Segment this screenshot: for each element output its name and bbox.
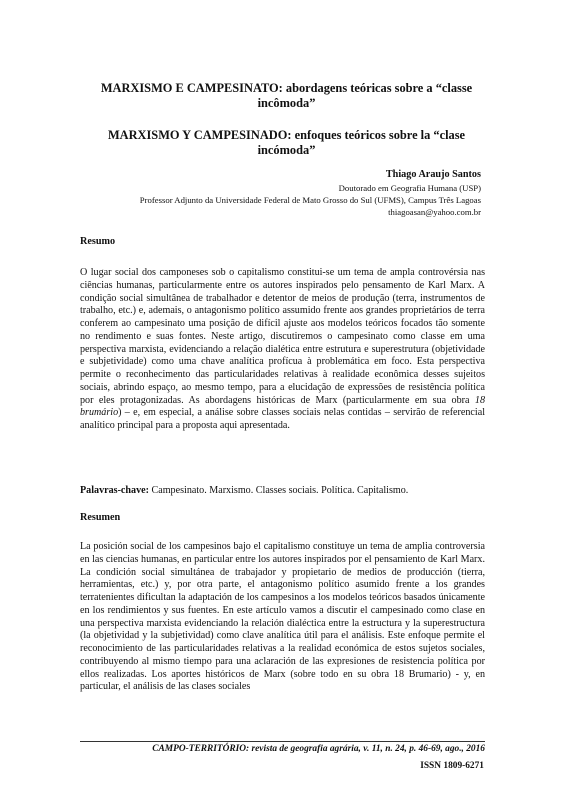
author-position: Professor Adjunto da Universidade Federal de Mato Grosso do Sul (UFMS), Campus Três Lagoas [139, 195, 481, 205]
resumen-paragraph: La posición social de los campesinos bajo el capitalismo constituye un tema de amplia controversia en las ciencias humanas, en particular entre los autores inspirados por el pensamiento de Karl Marx. La condición social simultánea de trabajador y propietario de medios de producción (tierra, herramientas, etc.) y, por otra parte, el antagonismo político asumido frente a los grandes terratenientes dificultan la adaptación de los campesinos a los modelos teóricos basados únicamente en los rendimientos y sus fuentes. En este artículo vamos a discutir el campesinado como clase en una perspectiva marxista evidenciando la relación dialéctica entre la estructura y la superestructura (la objetividad y la subjetividad) como clave analítica útil para el análisis. Este enfoque permite el reconocimiento de las particularidades relativas a la realidad económica de estos sujetos sociales, contribuyendo al mismo tiempo para una aclaración de las expresiones de resistencia política por ellos realizadas. Los aportes históricos de Marx (sobre todo en su obra 18 Brumario) - y, en particular, el análisis de las clases sociales [80, 541, 485, 693]
resumo-text-part2: ) – e, em especial, a análise sobre classes sociais nelas contidas – servirão de referencial analítico principal para a proposta aqui apresentada. [80, 407, 485, 431]
title-portuguese: MARXISMO E CAMPESINATO: abordagens teóricas sobre a “classe incômoda” [100, 81, 473, 110]
keywords-line [80, 485, 408, 496]
resumo-italic-title: 18 brumário [80, 394, 485, 419]
footer-issn: ISSN 1809-6271 [420, 761, 484, 771]
resumen-heading: Resumen [80, 512, 121, 523]
resumo-text-part1: O lugar social dos camponeses sob o capitalismo constitui-se um tema de ampla controvérsia nas ciências humanas, particularmente entre os autores inspirados pelo pensamento de Karl Marx. A condição social simultânea de trabalhador e detentor de meios de produção (terra, instrumentos de trabalho, etc.) e, ademais, o antagonismo político assumido frente aos grandes proprietários de terra conferem ao campesinato uma posição de difícil ajuste aos modelos teóricos focados tão somente no rendimento e suas fontes. Neste artigo, discutiremos o campesinato como classe em uma perspectiva marxista, evidenciando a relação dialética entre estrutura e superestrutura (objetividade e subjetividade) como uma chave analítica profícua à problemática em foco. Esta perspectiva permite o reconhecimento das particularidades relativas à realidade econômica desses sujeitos sociais, abrindo espaço, ao mesmo tempo, para a elucidação de expressões de resistência política por eles protagonizadas. As abordagens históricas de Marx (particularmente em sua obra [80, 267, 485, 406]
footer-journal-citation: CAMPO-TERRITÓRIO: revista de geografia agrária, v. 11, n. 24, p. 46-69, ago., 2016 [152, 744, 485, 754]
footer-divider [80, 741, 485, 742]
keywords-label: Palavras-chave: [80, 485, 149, 496]
keywords-text: Campesinato. Marxismo. Classes sociais. Política. Capitalismo. [148, 485, 409, 496]
author-block [140, 168, 481, 218]
author-degree: Doutorado em Geografia Humana (USP) [338, 183, 481, 193]
author-email: thiagoasan@yahoo.com.br [388, 207, 481, 217]
title-spanish: MARXISMO Y CAMPESINADO: enfoques teóricos sobre la “clase incómoda” [107, 128, 466, 157]
resumo-heading: Resumo [80, 236, 116, 247]
resumo-paragraph [80, 267, 485, 433]
author-name: Thiago Araujo Santos [385, 169, 481, 180]
